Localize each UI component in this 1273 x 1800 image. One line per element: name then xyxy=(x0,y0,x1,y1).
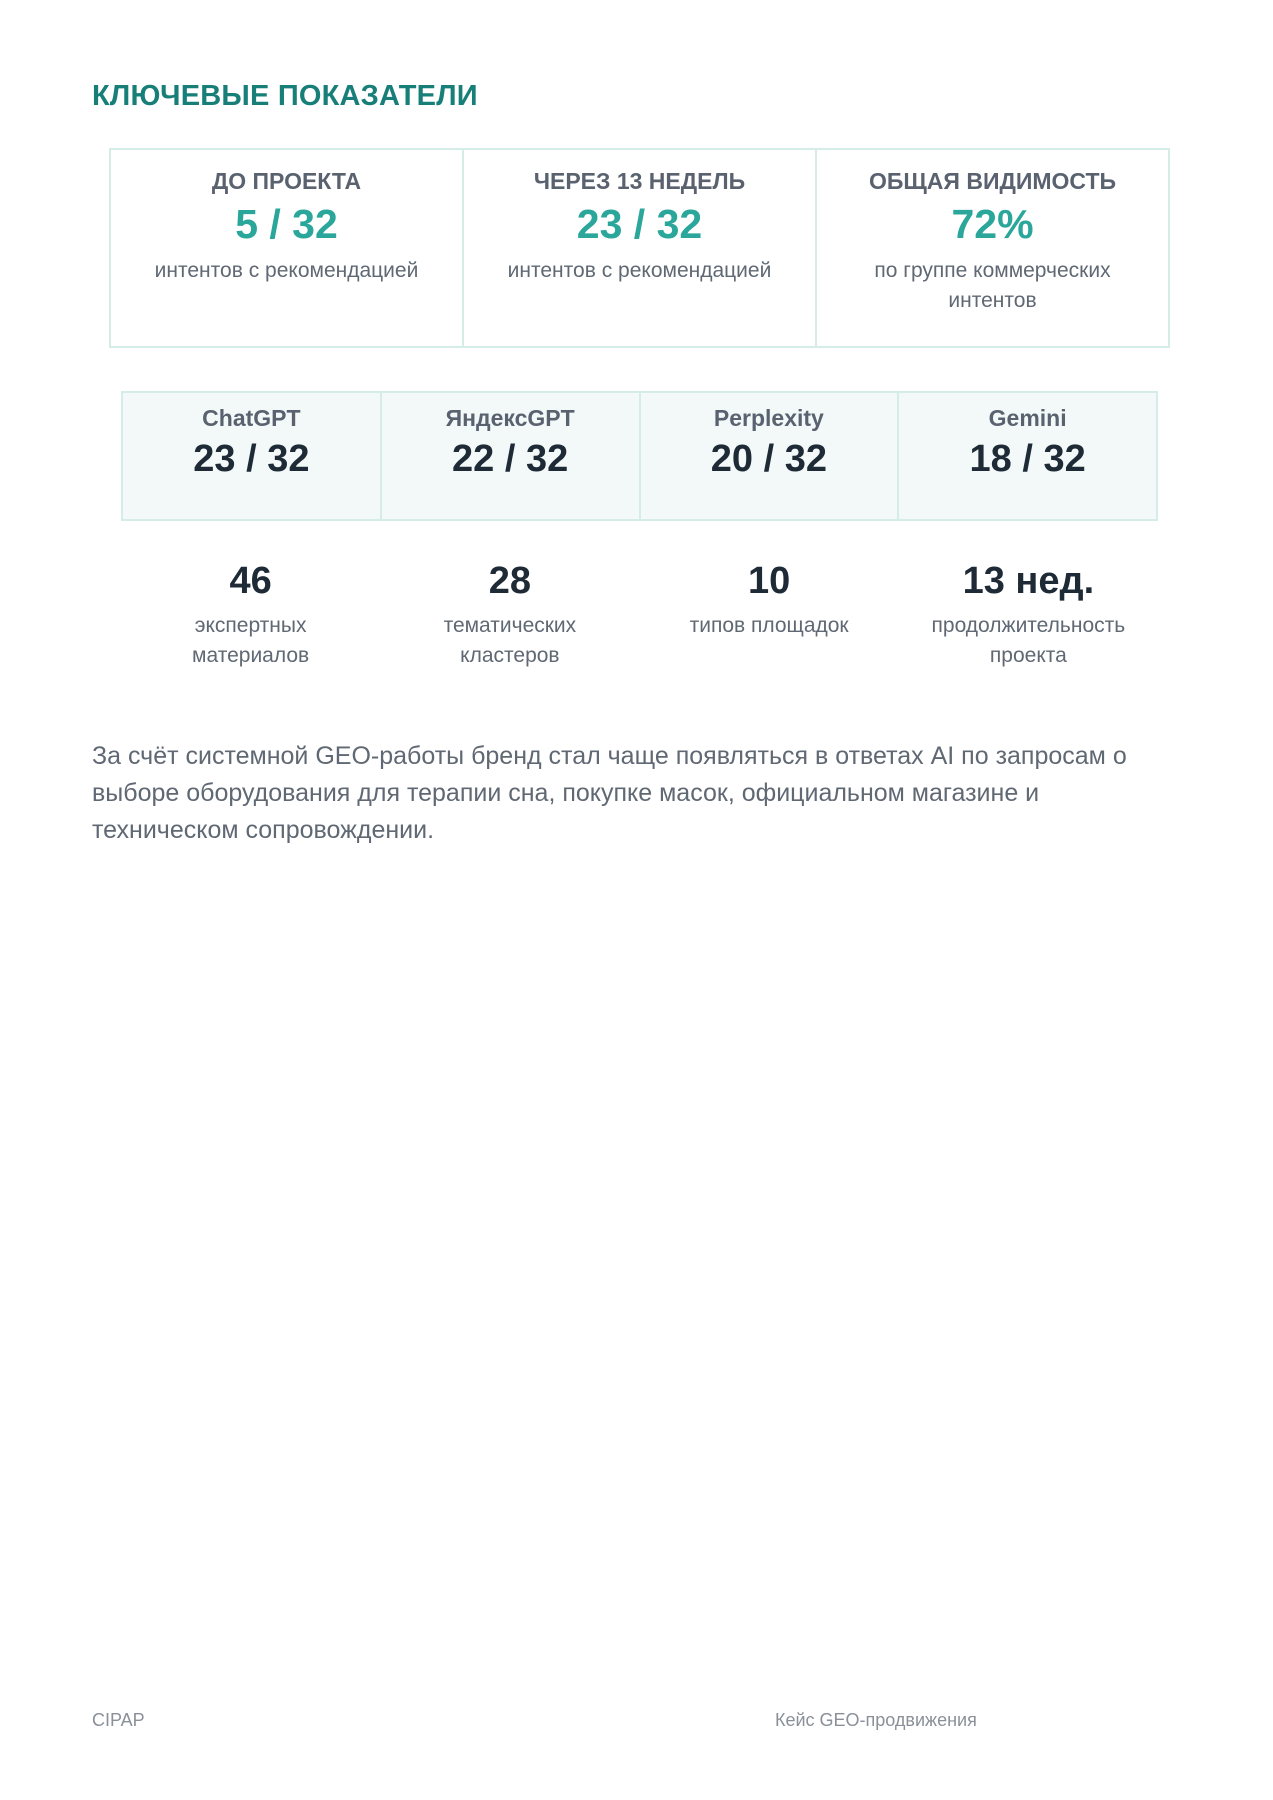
stat-value: 28 xyxy=(488,560,532,602)
stat-duration xyxy=(899,560,1158,671)
ai-name: Gemini xyxy=(988,405,1067,431)
ai-score-gemini xyxy=(899,393,1156,519)
ai-score: 22 / 32 xyxy=(452,438,569,480)
stat-materials xyxy=(121,560,380,671)
ai-score-chatgpt xyxy=(123,393,382,519)
kpi-label: ЧЕРЕЗ 13 НЕДЕЛЬ xyxy=(533,168,746,194)
ai-score: 20 / 32 xyxy=(710,438,827,480)
stat-label: тематических кластеров xyxy=(443,614,577,667)
stat-label: экспертных материалов xyxy=(192,614,310,667)
ai-name: ChatGPT xyxy=(202,405,301,431)
kpi-label: ДО ПРОЕКТА xyxy=(211,168,362,194)
kpi-value: 72% xyxy=(951,201,1034,247)
ai-name: ЯндексGPT xyxy=(445,405,575,431)
stat-clusters xyxy=(380,560,639,671)
ai-name: Perplexity xyxy=(713,405,824,431)
stat-label: типов площадок xyxy=(689,614,849,637)
kpi-after xyxy=(464,150,817,346)
kpi-table xyxy=(109,148,1170,348)
kpi-description: интентов с рекомендацией xyxy=(507,259,772,283)
kpi-value: 23 / 32 xyxy=(576,201,703,247)
ai-scores-table xyxy=(121,391,1158,521)
stat-value: 13 нед. xyxy=(962,560,1095,602)
kpi-label: ОБЩАЯ ВИДИМОСТЬ xyxy=(868,168,1117,194)
ai-score-perplexity xyxy=(641,393,900,519)
footer-brand: CIPAP xyxy=(92,1710,145,1730)
summary-paragraph: За счёт системной GEO-работы бренд стал чаще появляться в ответах AI по запросам о выборе оборудования для терапии сна, покупке масок, официальном магазине и техническом сопровождении. xyxy=(92,742,1127,844)
kpi-before xyxy=(111,150,464,346)
stat-value: 10 xyxy=(747,560,791,602)
project-stats xyxy=(121,560,1158,671)
ai-score: 18 / 32 xyxy=(969,438,1086,480)
kpi-description: по группе коммерческих интентов xyxy=(874,259,1111,313)
kpi-description: интентов с рекомендацией xyxy=(154,259,419,283)
kpi-value: 5 / 32 xyxy=(235,201,338,247)
stat-platforms xyxy=(640,560,899,671)
footer-document-title: Кейс GEO-продвижения xyxy=(775,1710,977,1730)
stat-value: 46 xyxy=(229,560,272,602)
stat-label: продолжительность проекта xyxy=(931,614,1126,667)
ai-score-yandexgpt xyxy=(382,393,641,519)
section-heading: КЛЮЧЕВЫЕ ПОКАЗАТЕЛИ xyxy=(92,80,478,112)
kpi-visibility xyxy=(817,150,1168,346)
ai-score: 23 / 32 xyxy=(193,438,310,480)
